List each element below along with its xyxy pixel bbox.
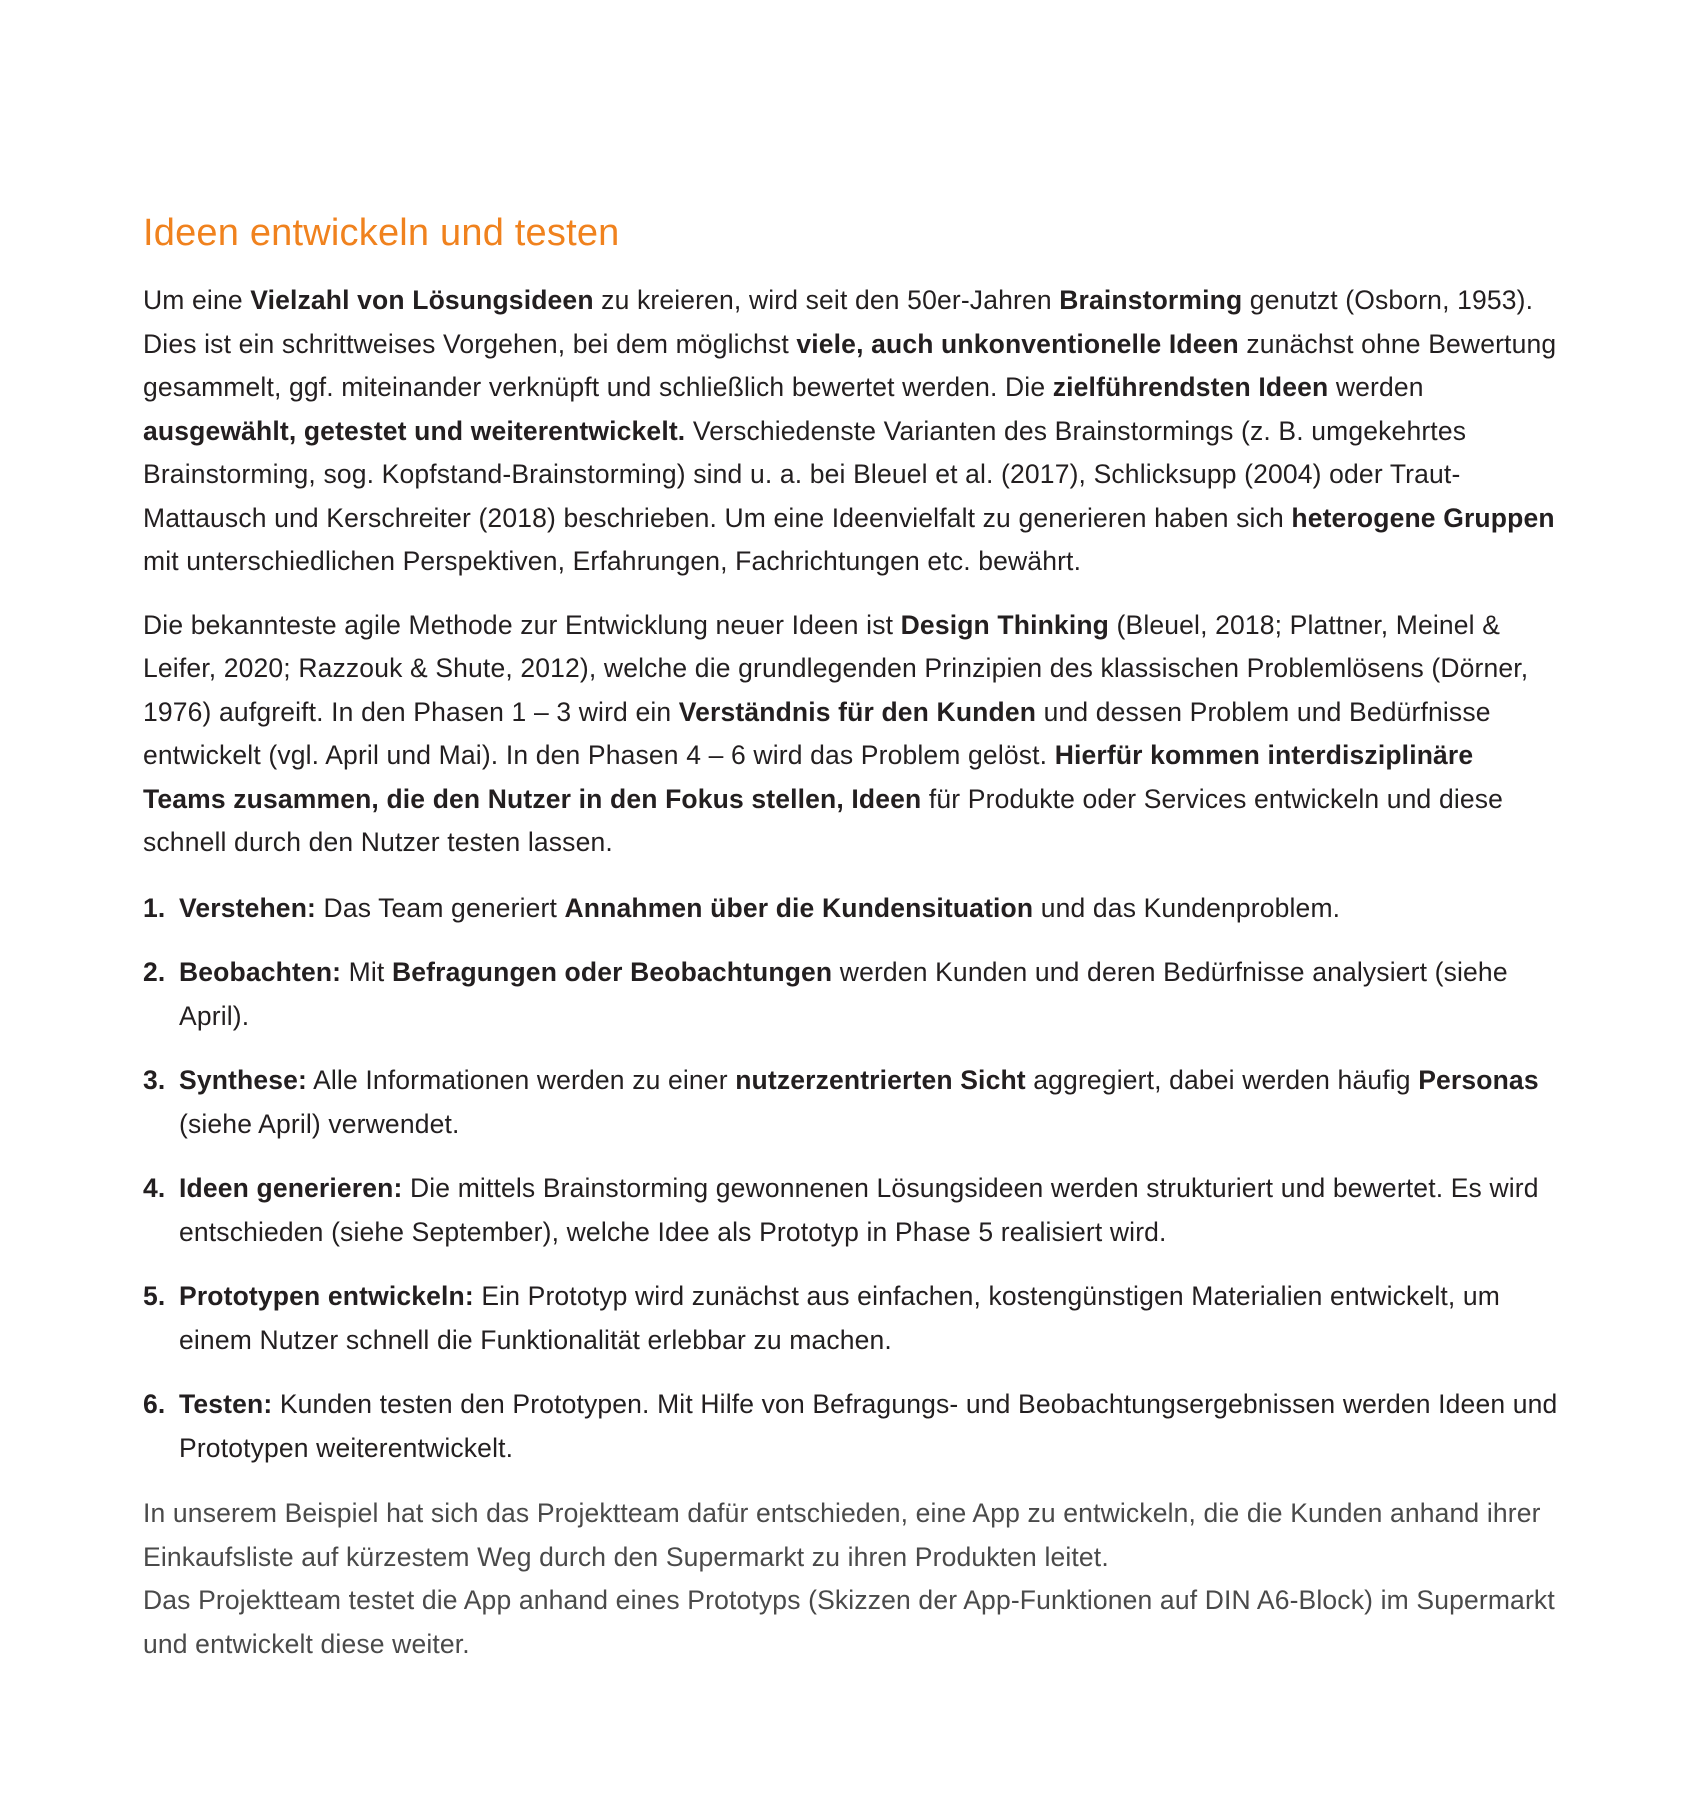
step-item <box>143 1167 1563 1254</box>
step-number: 6. <box>143 1389 166 1419</box>
bold-text: Prototypen entwickeln: <box>179 1281 474 1311</box>
step-number: 5. <box>143 1281 166 1311</box>
bold-text: Verständnis für den Kunden <box>678 696 1037 727</box>
bold-text: heterogene Gruppen <box>1291 502 1555 533</box>
text: (siehe April) verwendet. <box>179 1108 460 1139</box>
section-heading: Ideen entwickeln und testen <box>143 212 620 254</box>
text: und dessen Problem und Bedürfnisse entwickelt (vgl. April und Mai). In den Phasen 4 – 6 wird das Problem gelöst. <box>143 696 1491 770</box>
text: Die mittels Brainstorming gewonnenen Lösungsideen werden strukturiert und bewertet. Es wird entschieden (siehe September), welche Idee als Prototyp in Phase 5 realisiert wird. <box>179 1173 1539 1247</box>
text: werden <box>1328 372 1424 402</box>
example-paragraph <box>143 1492 1563 1666</box>
step-item <box>143 1383 1563 1470</box>
example-line-1: In unserem Beispiel hat sich das Projektteam dafür entschieden, eine App zu entwickeln, die die Kunden anhand ihrer Einkaufsliste auf kürzestem Weg durch den Supermarkt zu ihren Produkten leitet. <box>143 1498 1541 1572</box>
text: genutzt (Osborn, 1953). Dies ist ein schrittweises Vorgehen, bei dem möglichst <box>143 285 1534 359</box>
step-item <box>143 887 1563 931</box>
text: aggregiert, dabei werden häufig <box>1025 1065 1419 1095</box>
text: Die bekannteste agile Methode zur Entwicklung neuer Ideen ist <box>143 609 901 640</box>
bold-text: Annahmen über die Kundensituation <box>564 892 1034 923</box>
bold-text: Ideen generieren: <box>179 1173 403 1203</box>
bold-text: Personas <box>1418 1065 1539 1095</box>
bold-text: Design Thinking <box>900 609 1110 640</box>
step-number: 1. <box>143 892 166 923</box>
text: werden Kunden und deren Bedürfnisse analysiert (siehe April). <box>179 957 1508 1031</box>
step-number: 3. <box>143 1065 166 1095</box>
step-number: 2. <box>143 957 166 987</box>
text: Mit <box>341 957 392 987</box>
step-number: 4. <box>143 1173 166 1203</box>
bold-text: ausgewählt, getestet und weiterentwickelt. <box>143 415 686 446</box>
paragraph-brainstorming <box>143 279 1563 584</box>
text: mit unterschiedlichen Perspektiven, Erfahrungen, Fachrichtungen etc. bewährt. <box>143 546 1082 576</box>
example-line-2: Das Projektteam testet die App anhand eines Prototyps (Skizzen der App-Funktionen auf DIN A6-Block) im Supermarkt und entwickelt diese weiter. <box>143 1585 1555 1659</box>
paragraph-design-thinking <box>143 604 1563 865</box>
bold-text: Beobachten: <box>179 957 342 987</box>
text: Kunden testen den Prototypen. Mit Hilfe von Befragungs- und Beobachtungsergebnissen werden Ideen und Prototypen weiterentwickelt. <box>179 1389 1558 1463</box>
step-item <box>143 1275 1563 1362</box>
text: Verschiedenste Varianten des Brainstormings (z. B. umgekehrtes Brainstorming, sog. Kopfstand-Brainstorming) sind u. a. bei Bleuel et al. (2017), Schlicksupp (2004) oder Traut-Mattausch und Kerschreiter (2018) beschrieben. Um eine Ideenvielfalt zu generieren haben sich <box>143 415 1467 533</box>
document-page <box>143 208 1563 1666</box>
text: und das Kundenproblem. <box>1033 892 1341 923</box>
text: Alle Informationen werden zu einer <box>307 1065 736 1095</box>
bold-text: Testen: <box>179 1389 273 1419</box>
bold-text: viele, auch unkonventionelle Ideen <box>796 328 1239 359</box>
bold-text: nutzerzentrierten Sicht <box>735 1065 1026 1095</box>
text: (Bleuel, 2018; Plattner, Meinel & Leifer, 2020; Razzouk & Shute, 2012), welche die grundlegenden Prinzipien des klassischen Problemlösens (Dörner, 1976) aufgreift. In den Phasen 1 – 3 wird ein <box>143 609 1529 727</box>
text: Um eine <box>143 285 251 315</box>
step-item <box>143 1059 1563 1146</box>
design-thinking-steps <box>143 887 1563 1471</box>
bold-text: Verstehen: <box>179 892 317 923</box>
text: Das Team generiert <box>316 892 565 923</box>
text: Ein Prototyp wird zunächst aus einfachen, kostengünstigen Materialien entwickelt, um einem Nutzer schnell die Funktionalität erlebbar zu machen. <box>179 1281 1501 1355</box>
bold-text: Synthese: <box>179 1065 308 1095</box>
step-item <box>143 951 1563 1038</box>
text: zu kreieren, wird seit den 50er-Jahren <box>593 285 1060 315</box>
bold-text: Brainstorming <box>1059 285 1243 315</box>
bold-text: Vielzahl von Lösungsideen <box>250 285 594 315</box>
bold-text: Hierfür kommen interdisziplinäre Teams zusammen, die den Nutzer in den Fokus stellen, Ideen <box>143 740 1474 814</box>
bold-text: zielführendsten Ideen <box>1052 372 1329 402</box>
text: für Produkte oder Services entwickeln und diese schnell durch den Nutzer testen lassen. <box>143 783 1504 857</box>
bold-text: Befragungen oder Beobachtungen <box>391 957 833 987</box>
text: zunächst ohne Bewertung gesammelt, ggf. miteinander verknüpft und schließlich bewertet werden. Die <box>143 328 1557 402</box>
